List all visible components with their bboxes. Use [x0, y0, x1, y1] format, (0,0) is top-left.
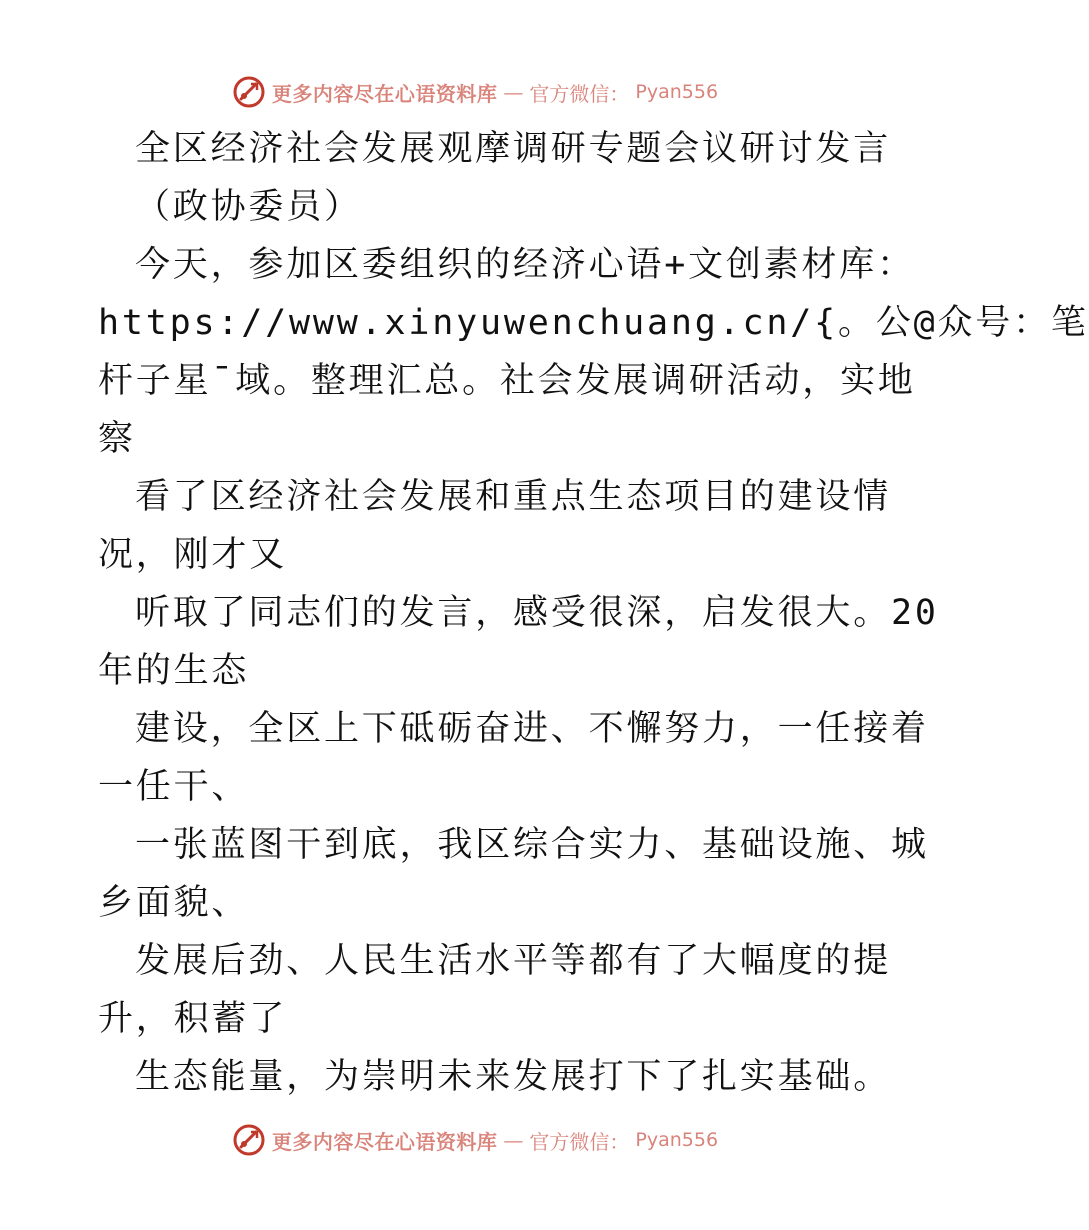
document-body	[98, 120, 1089, 1106]
watermark-id: Pyan556	[635, 1129, 719, 1151]
text-line: 乡面貌、	[98, 883, 250, 923]
header-watermark	[0, 72, 950, 112]
text-line: 发展后劲、人民生活水平等都有了大幅度的提	[135, 941, 892, 981]
watermark-brand: 更多内容尽在心语资料库	[271, 1129, 498, 1154]
watermark-dash: —	[503, 1128, 524, 1152]
text-line: 况，刚才又	[98, 535, 288, 575]
text-line: 建设，全区上下砥砺奋进、不懈努力，一任接着	[135, 709, 929, 749]
watermark-brand: 更多内容尽在心语资料库	[271, 81, 498, 106]
document-title: 全区经济社会发展观摩调研专题会议研讨发言	[135, 129, 892, 169]
text-line: 杆子星¯域。整理汇总。社会发展调研活动，实地	[98, 361, 916, 401]
text-line: 今天，参加区委组织的经济心语+文创素材库：	[135, 245, 915, 285]
text-line: 一张蓝图干到底，我区综合实力、基础设施、城	[135, 825, 929, 865]
watermark-official: 官方微信：	[529, 81, 630, 106]
footer-watermark	[0, 1120, 950, 1160]
text-line: 看了区经济社会发展和重点生态项目的建设情	[135, 477, 892, 517]
text-line: 听取了同志们的发言，感受很深，启发很大。20	[135, 593, 939, 633]
text-line: 年的生态	[98, 651, 250, 691]
watermark-dash: —	[503, 80, 524, 104]
watermark-official: 官方微信：	[529, 1129, 630, 1154]
text-line: 一任干、	[98, 767, 250, 807]
document-subtitle: （政协委员）	[135, 187, 362, 227]
text-line: https://www.xinyuwenchuang.cn/{。公@众号：笔	[98, 303, 1089, 343]
text-line: 察	[98, 419, 136, 459]
text-line: 生态能量，为崇明未来发展打下了扎实基础。	[135, 1057, 892, 1097]
text-line: 升，积蓄了	[98, 999, 288, 1039]
watermark-id: Pyan556	[635, 81, 719, 103]
logo-icon	[232, 1123, 266, 1157]
logo-icon	[232, 75, 266, 109]
